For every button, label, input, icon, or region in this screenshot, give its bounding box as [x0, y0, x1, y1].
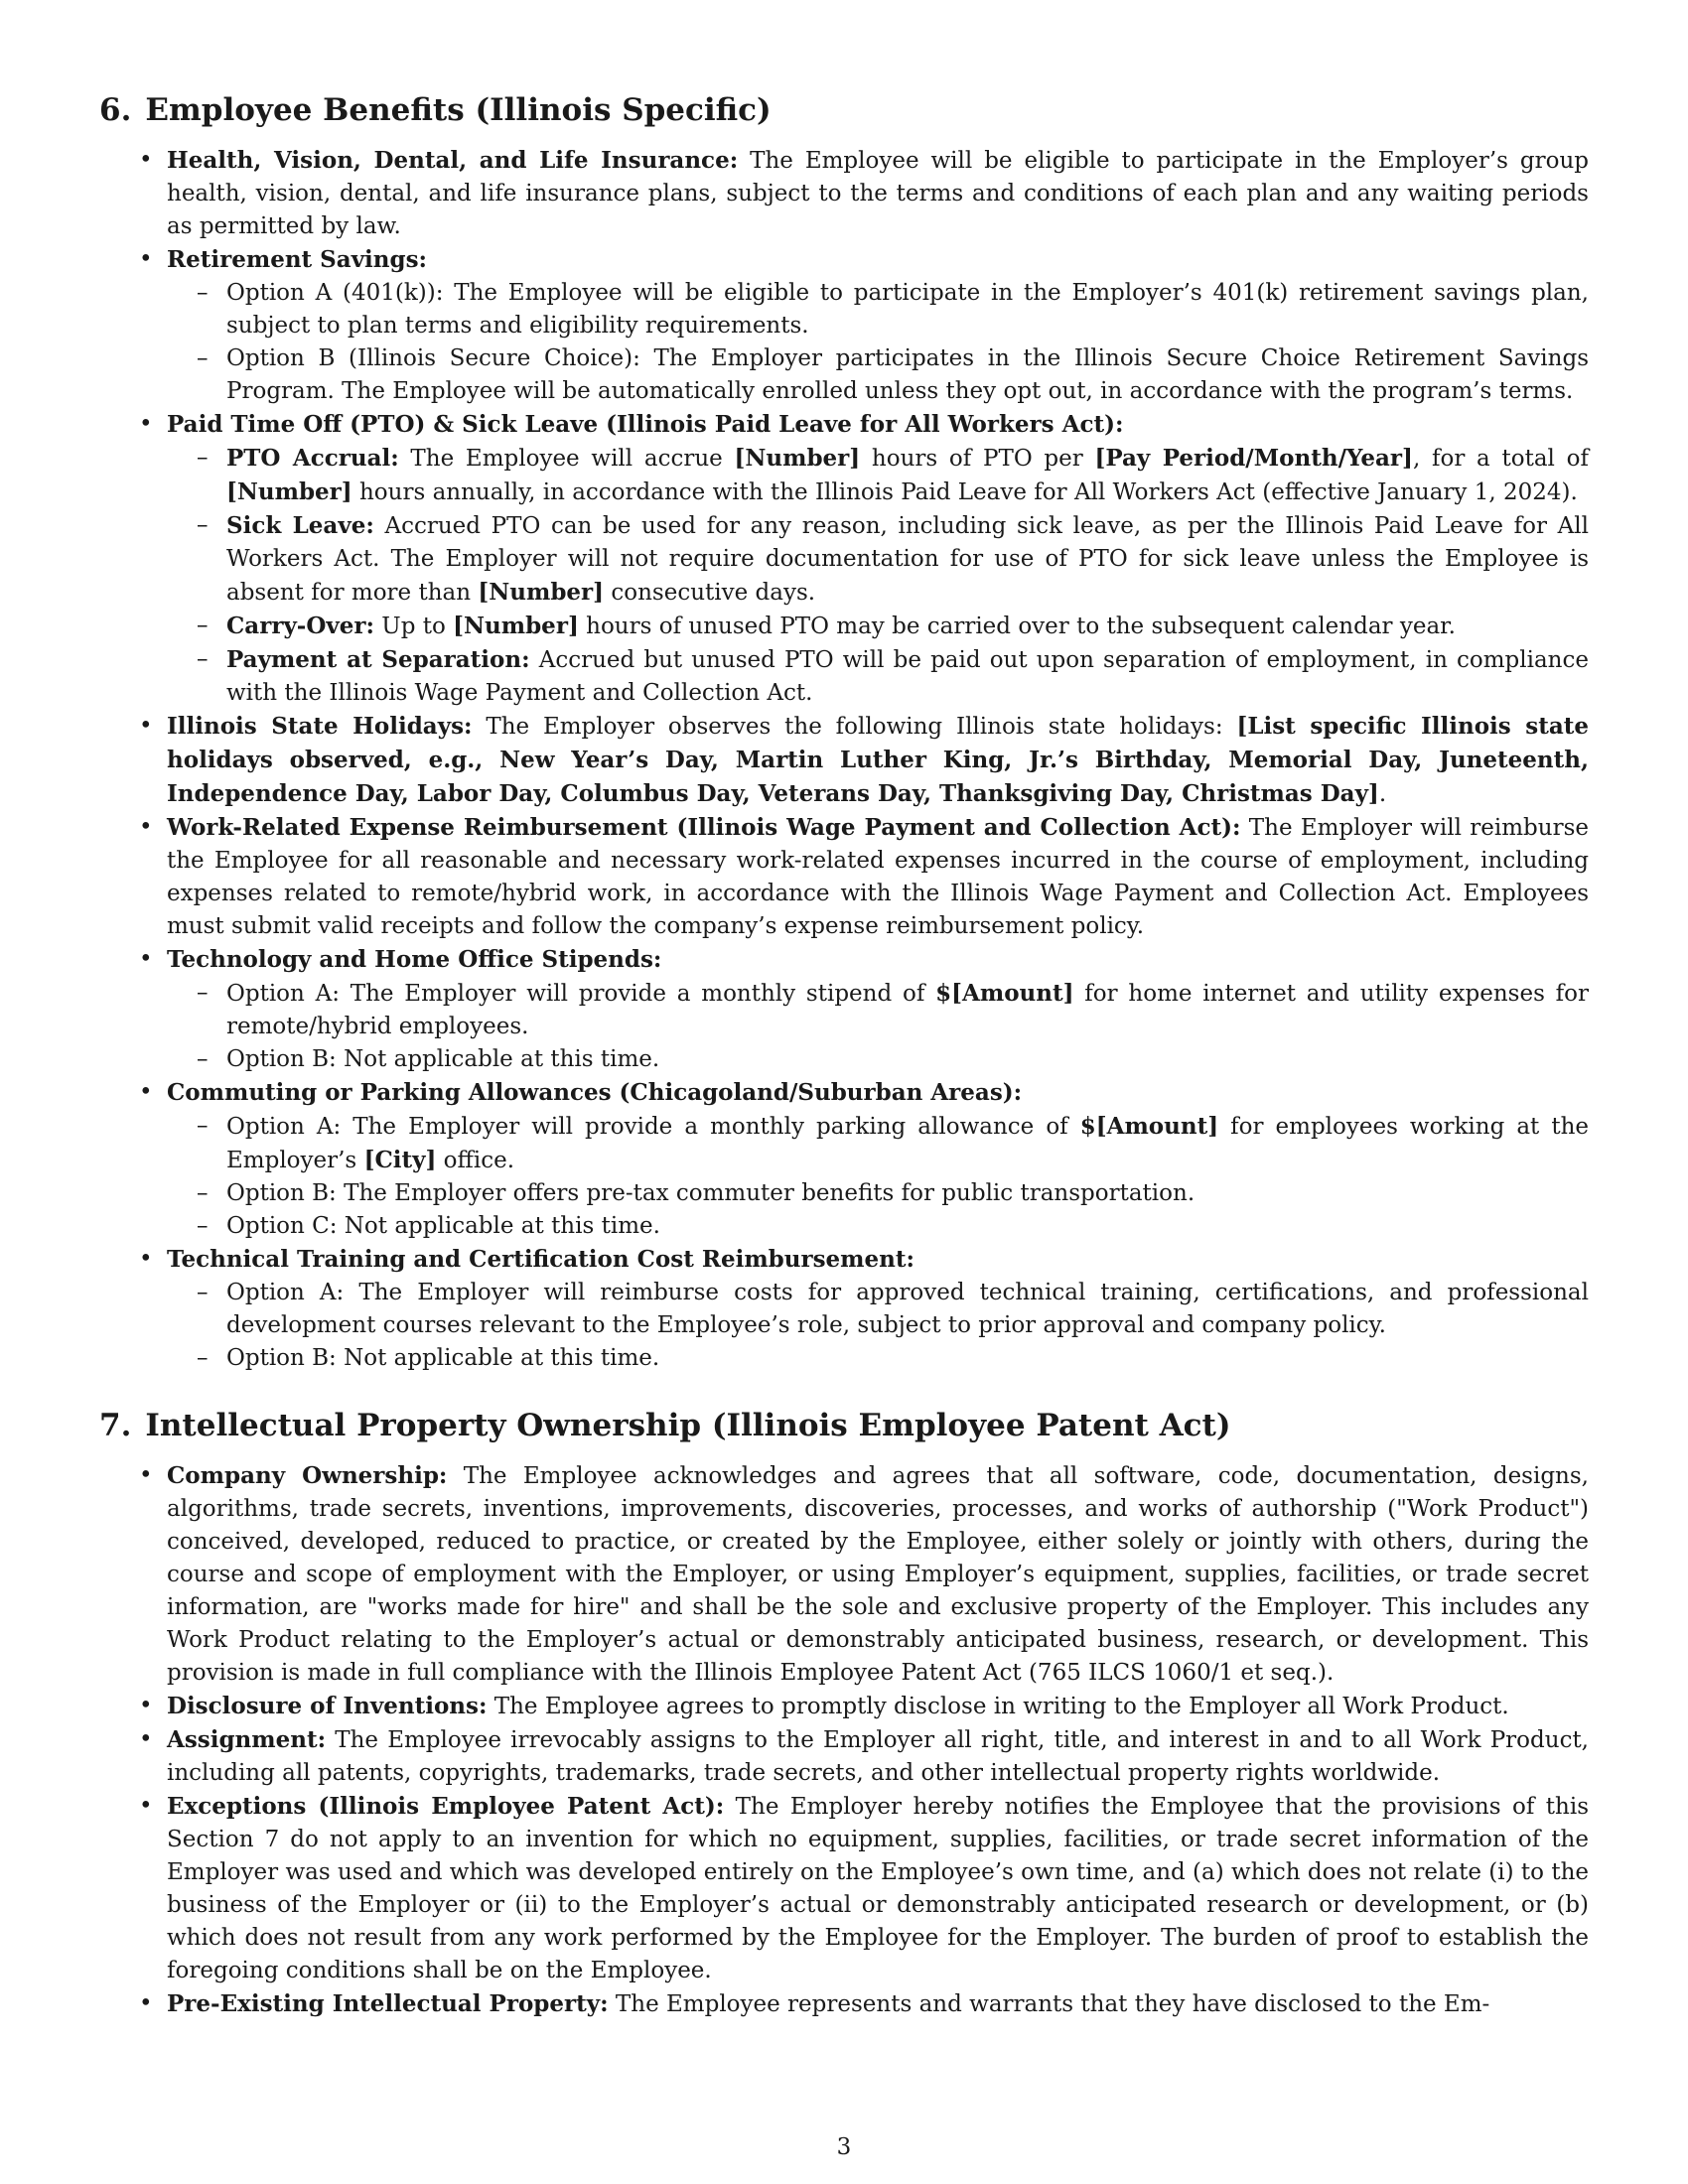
text-run: , for a total of [1412, 445, 1589, 472]
item-label: Commuting or Parking Allowances (Chicagoland/Suburban Areas): [167, 1078, 1023, 1106]
sub-label: Carry-Over: [226, 612, 374, 639]
page-number: 3 [836, 2134, 852, 2160]
text-run: Option A: The Employer will provide a monthly stipend of [226, 980, 936, 1007]
sub-item [226, 643, 1589, 710]
section-number: 6. [99, 92, 132, 128]
text-run: hours of PTO per [860, 445, 1095, 472]
placeholder: $[Amount] [935, 979, 1074, 1007]
list-item [167, 408, 1589, 710]
sub-label: Sick Leave: [226, 511, 374, 539]
item-label: Company Ownership: [167, 1461, 448, 1489]
sub-item [226, 977, 1589, 1043]
sub-item: – Option A (401(k)): The Employee will be eligible to participate in the Employer’s 401(k) retirement savings plan, subject to plan terms and eligibility requirements. [226, 277, 1589, 342]
sub-item: – Option B: The Employer offers pre-tax commuter benefits for public transportation. [226, 1177, 1589, 1210]
sub-item: – Option A: The Employer will reimburse costs for approved technical training, certifications, and professional development courses relevant to the Employee’s role, subject to prior approval and company policy. [226, 1277, 1589, 1342]
text-run: Option A: The Employer will provide a monthly parking allowance of [226, 1113, 1080, 1140]
text-run: for home internet and utility expenses for remote/hybrid employees. [226, 980, 1590, 1039]
sub-list [167, 1110, 1589, 1243]
section-7-heading [99, 1407, 1589, 1445]
section-7-list [99, 1459, 1589, 2021]
sub-item [226, 509, 1589, 610]
item-text: The Employee agrees to promptly disclose in writing to the Employer all Work Product. [487, 1693, 1509, 1719]
item-text: The Employee represents and warrants that they have disclosed to the Em- [608, 1990, 1490, 2017]
sub-item: – Option B: Not applicable at this time. [226, 1043, 1589, 1076]
item-label: Work-Related Expense Reimbursement (Illinois Wage Payment and Collection Act): [167, 813, 1241, 841]
placeholder: [City] [363, 1146, 437, 1173]
item-label: Assignment: [167, 1725, 327, 1753]
sub-list [167, 442, 1589, 710]
sub-label: PTO Accrual: [226, 444, 399, 472]
sub-item: – Option B (Illinois Secure Choice): The Employer participates in the Illinois Secure Choice Retirement Savings Program. The Employee will be automatically enrolled unless they opt out, in accordance with the program’s terms. [226, 342, 1589, 408]
list-item [167, 1790, 1589, 1987]
sub-item [226, 442, 1589, 509]
placeholder: $[Amount] [1079, 1112, 1219, 1140]
list-item [167, 811, 1589, 943]
text-run: Accrued PTO can be used for any reason, including sick leave, as per the Illinois Paid Leave for All Workers Act. The Employer will not require documentation for use of PTO for sick leave unless the Employee is absent for more than [226, 512, 1589, 606]
list-item [167, 1987, 1589, 2021]
item-label: Exceptions (Illinois Employee Patent Act): [167, 1792, 725, 1820]
sub-list [167, 277, 1589, 408]
item-text: The Employee will be eligible to participate in the Employer’s group health, vision, dental, and life insurance plans, subject to the terms and conditions of each plan and any waiting periods as permitted by law. [167, 147, 1589, 239]
item-label: Pre-Existing Intellectual Property: [167, 1989, 609, 2017]
item-label: Paid Time Off (PTO) & Sick Leave (Illinois Paid Leave for All Workers Act): [167, 410, 1124, 438]
item-text: The Employee irrevocably assigns to the Employer all right, title, and interest in and to all Work Product, including all patents, copyrights, trademarks, trade secrets, and other intellectual property rights worldwide. [167, 1726, 1589, 1786]
placeholder: [Pay Period/Month/Year] [1094, 444, 1413, 472]
text-run: The Employee will accrue [398, 445, 735, 472]
item-label: Technology and Home Office Stipends: [167, 945, 662, 973]
item-text: The Employer hereby notifies the Employee that the provisions of this Section 7 do not apply to an invention for which no equipment, supplies, facilities, or trade secret information of the Employer was used and which was developed entirely on the Employee’s own time, and (a) which does not relate (i) to the business of the Employer or (ii) to the Employer’s actual or demonstrably anticipated research or development, or (b) which does not result from any work performed by the Employee for the Employer. The burden of proof to establish the foregoing conditions shall be on the Employee. [167, 1793, 1590, 1983]
text-run: for employees working at the Employer’s [226, 1113, 1589, 1173]
item-label: Illinois State Holidays: [167, 712, 473, 740]
item-text: The Employer will reimburse the Employee for all reasonable and necessary work-related expenses incurred in the course of employment, including expenses related to remote/hybrid work, in accordance with the Illinois Wage Payment and Collection Act. Employees must submit valid receipts and follow the company’s expense reimbursement policy. [167, 814, 1590, 939]
list-item [167, 1243, 1589, 1375]
list-item [167, 710, 1589, 811]
sub-item [226, 1110, 1589, 1177]
sub-item [226, 610, 1589, 643]
item-label: Health, Vision, Dental, and Life Insurance: [167, 146, 739, 174]
document-page [99, 91, 1589, 2021]
list-item [167, 1459, 1589, 1690]
sub-item: – Option C: Not applicable at this time. [226, 1210, 1589, 1243]
text-run: office. [436, 1147, 515, 1173]
text-run: hours of unused PTO may be carried over to the subsequent calendar year. [578, 613, 1456, 639]
text-run: Up to [374, 613, 454, 639]
item-label: Technical Training and Certification Cost Reimbursement: [167, 1245, 914, 1273]
list-item [167, 943, 1589, 1076]
sub-item: – Option B: Not applicable at this time. [226, 1342, 1589, 1375]
placeholder: [Number] [734, 444, 861, 472]
placeholder: [Number] [226, 478, 352, 505]
section-6-heading [99, 91, 1589, 130]
item-text: The Employee acknowledges and agrees that all software, code, documentation, designs, algorithms, trade secrets, inventions, improvements, discoveries, processes, and works of authorship ("Work Product") conceived, developed, reduced to practice, or created by the Employee, either solely or jointly with others, during the course and scope of employment with the Employer, or using Employer’s equipment, supplies, facilities, or trade secret information, are "works made for hire" and shall be the sole and exclusive property of the Employer. This includes any Work Product relating to the Employer’s actual or demonstrably anticipated business, research, or development. This provision is made in full compliance with the Illinois Employee Patent Act (765 ILCS 1060/1 et seq.). [167, 1462, 1589, 1686]
sub-label: Payment at Separation: [226, 645, 530, 673]
section-6-list [99, 144, 1589, 1375]
placeholder: [List specific Illinois state holidays observed, e.g., New Year’s Day, Martin Luther King, Jr.’s Birthday, Memorial Day, Juneteenth, Independence Day, Labor Day, Columbus Day, Veterans Day, Thanksgiving Day, Christmas Day] [167, 712, 1589, 807]
text-run: . [1378, 780, 1387, 807]
section-title: Employee Benefits (Illinois Specific) [145, 92, 772, 128]
section-number: 7. [99, 1407, 132, 1443]
placeholder: [Number] [453, 612, 579, 639]
section-title: Intellectual Property Ownership (Illinois Employee Patent Act) [145, 1407, 1231, 1443]
placeholder: [Number] [478, 578, 605, 606]
sub-list [167, 977, 1589, 1076]
item-label: Retirement Savings: [167, 245, 428, 273]
sub-list [167, 1277, 1589, 1375]
list-item [167, 144, 1589, 243]
list-item [167, 243, 1589, 408]
list-item [167, 1723, 1589, 1790]
item-label: Disclosure of Inventions: [167, 1692, 488, 1719]
text-run: Accrued but unused PTO will be paid out upon separation of employment, in compliance with the Illinois Wage Payment and Collection Act. [226, 646, 1589, 706]
item-text: The Employer observes the following Illinois state holidays: [472, 713, 1237, 740]
text-run: hours annually, in accordance with the Illinois Paid Leave for All Workers Act (effective January 1, 2024). [352, 478, 1578, 505]
text-run: consecutive days. [604, 579, 816, 606]
list-item [167, 1690, 1589, 1723]
list-item [167, 1076, 1589, 1243]
